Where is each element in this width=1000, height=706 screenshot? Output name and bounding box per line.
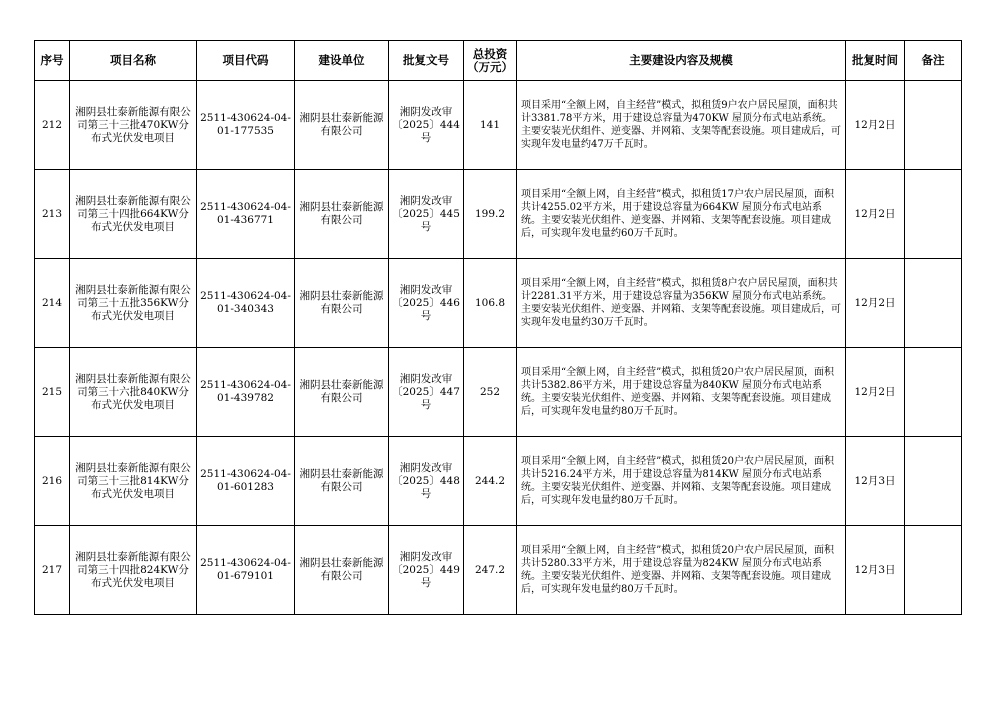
cell-approval-doc: 湘阴发改审〔2025〕445号	[389, 170, 464, 259]
cell-approval-date: 12月3日	[846, 526, 905, 615]
cell-main-content: 项目采用“全额上网，自主经营”模式，拟租赁9户农户居民屋顶，面积共计3381.78平方米，用于建设总容量为470KW 屋顶分布式电站系统。主要安装光伏组件、逆变器、并网箱、支架等配套设施。项目建成后，可实现年发电量约47万千瓦时。	[517, 81, 846, 170]
header-remarks: 备注	[905, 41, 962, 81]
cell-construction-unit: 湘阴县壮泰新能源有限公司	[295, 170, 389, 259]
cell-project-code: 2511-430624-04-01-340343	[197, 259, 295, 348]
table-row	[35, 259, 962, 348]
cell-remarks	[905, 348, 962, 437]
cell-approval-date: 12月2日	[846, 170, 905, 259]
cell-construction-unit: 湘阴县壮泰新能源有限公司	[295, 348, 389, 437]
table-row	[35, 437, 962, 526]
cell-total-investment: 199.2	[464, 170, 517, 259]
cell-remarks	[905, 526, 962, 615]
table-row	[35, 348, 962, 437]
table-row	[35, 526, 962, 615]
header-approval-doc: 批复文号	[389, 41, 464, 81]
cell-seq: 213	[35, 170, 70, 259]
cell-approval-date: 12月2日	[846, 259, 905, 348]
cell-project-name: 湘阴县壮泰新能源有限公司第三十三批470KW分布式光伏发电项目	[70, 81, 197, 170]
header-project-code: 项目代码	[197, 41, 295, 81]
header-project-name: 项目名称	[70, 41, 197, 81]
table-row	[35, 170, 962, 259]
cell-construction-unit: 湘阴县壮泰新能源有限公司	[295, 526, 389, 615]
cell-project-code: 2511-430624-04-01-439782	[197, 348, 295, 437]
table-row	[35, 81, 962, 170]
cell-main-content: 项目采用“全额上网，自主经营”模式，拟租赁20户农户居民屋顶，面积共计5216.24平方米，用于建设总容量为814KW 屋顶分布式电站系统。主要安装光伏组件、逆变器、并网箱、支架等配套设施。项目建成后，可实现年发电量约80万千瓦时。	[517, 437, 846, 526]
cell-total-investment: 141	[464, 81, 517, 170]
cell-project-name: 湘阴县壮泰新能源有限公司第三十三批814KW分布式光伏发电项目	[70, 437, 197, 526]
cell-approval-doc: 湘阴发改审〔2025〕449号	[389, 526, 464, 615]
cell-construction-unit: 湘阴县壮泰新能源有限公司	[295, 259, 389, 348]
cell-seq: 215	[35, 348, 70, 437]
cell-approval-date: 12月2日	[846, 348, 905, 437]
cell-approval-doc: 湘阴发改审〔2025〕446号	[389, 259, 464, 348]
cell-seq: 217	[35, 526, 70, 615]
header-main-content: 主要建设内容及规模	[517, 41, 846, 81]
cell-project-name: 湘阴县壮泰新能源有限公司第三十四批664KW分布式光伏发电项目	[70, 170, 197, 259]
header-approval-date: 批复时间	[846, 41, 905, 81]
cell-seq: 212	[35, 81, 70, 170]
cell-project-code: 2511-430624-04-01-436771	[197, 170, 295, 259]
cell-project-name: 湘阴县壮泰新能源有限公司第三十六批840KW分布式光伏发电项目	[70, 348, 197, 437]
cell-construction-unit: 湘阴县壮泰新能源有限公司	[295, 81, 389, 170]
header-row	[35, 41, 962, 81]
cell-project-code: 2511-430624-04-01-601283	[197, 437, 295, 526]
cell-seq: 216	[35, 437, 70, 526]
cell-project-name: 湘阴县壮泰新能源有限公司第三十五批356KW分布式光伏发电项目	[70, 259, 197, 348]
cell-total-investment: 247.2	[464, 526, 517, 615]
project-approval-table	[34, 40, 962, 615]
cell-main-content: 项目采用“全额上网，自主经营”模式，拟租赁20户农户居民屋顶，面积共计5382.86平方米，用于建设总容量为840KW 屋顶分布式电站系统。主要安装光伏组件、逆变器、并网箱、支架等配套设施。项目建成后，可实现年发电量约80万千瓦时。	[517, 348, 846, 437]
cell-remarks	[905, 81, 962, 170]
cell-project-name: 湘阴县壮泰新能源有限公司第三十四批824KW分布式光伏发电项目	[70, 526, 197, 615]
header-seq: 序号	[35, 41, 70, 81]
header-total-investment: 总投资（万元）	[464, 41, 517, 81]
cell-project-code: 2511-430624-04-01-679101	[197, 526, 295, 615]
cell-total-investment: 244.2	[464, 437, 517, 526]
cell-remarks	[905, 170, 962, 259]
cell-approval-doc: 湘阴发改审〔2025〕447号	[389, 348, 464, 437]
cell-approval-date: 12月3日	[846, 437, 905, 526]
cell-remarks	[905, 259, 962, 348]
cell-approval-date: 12月2日	[846, 81, 905, 170]
cell-seq: 214	[35, 259, 70, 348]
cell-project-code: 2511-430624-04-01-177535	[197, 81, 295, 170]
cell-main-content: 项目采用“全额上网，自主经营”模式，拟租赁17户农户居民屋顶，面积共计4255.02平方米，用于建设总容量为664KW 屋顶分布式电站系统。主要安装光伏组件、逆变器、并网箱、支架等配套设施。项目建成后，可实现年发电量约60万千瓦时。	[517, 170, 846, 259]
cell-total-investment: 106.8	[464, 259, 517, 348]
cell-main-content: 项目采用“全额上网，自主经营”模式，拟租赁20户农户居民屋顶，面积共计5280.33平方米，用于建设总容量为824KW 屋顶分布式电站系统。主要安装光伏组件、逆变器、并网箱、支架等配套设施。项目建成后，可实现年发电量约80万千瓦时。	[517, 526, 846, 615]
cell-approval-doc: 湘阴发改审〔2025〕448号	[389, 437, 464, 526]
cell-construction-unit: 湘阴县壮泰新能源有限公司	[295, 437, 389, 526]
header-construction-unit: 建设单位	[295, 41, 389, 81]
cell-remarks	[905, 437, 962, 526]
cell-total-investment: 252	[464, 348, 517, 437]
cell-approval-doc: 湘阴发改审〔2025〕444号	[389, 81, 464, 170]
cell-main-content: 项目采用“全额上网，自主经营”模式，拟租赁8户农户居民屋顶，面积共计2281.31平方米，用于建设总容量为356KW 屋顶分布式电站系统。主要安装光伏组件、逆变器、并网箱、支架等配套设施。项目建成后，可实现年发电量约30万千瓦时。	[517, 259, 846, 348]
